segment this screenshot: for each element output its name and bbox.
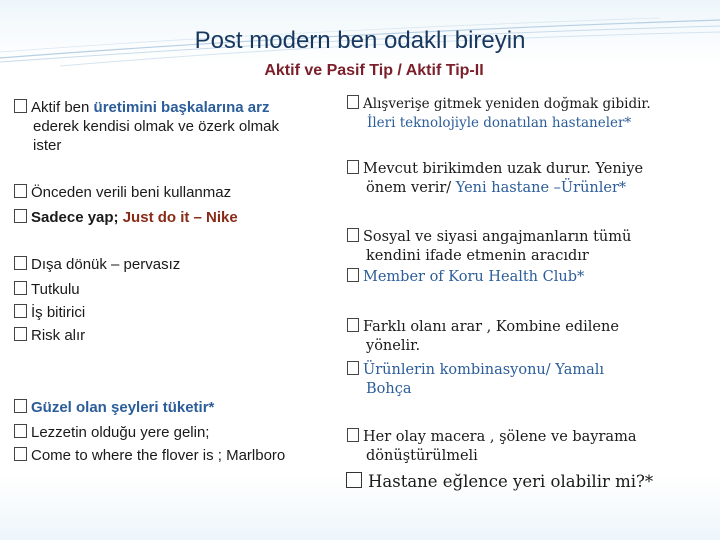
checkbox-bullet-icon (347, 268, 359, 282)
bullet-come-to-flavor-tr: Lezzetin olduğu yere gelin; (14, 423, 209, 442)
checkbox-bullet-icon (347, 160, 359, 174)
checkbox-bullet-icon (14, 281, 27, 295)
checkbox-bullet-icon (14, 256, 27, 270)
bullet-risk-taker: Risk alır (14, 326, 85, 345)
bullet-new-things: Mevcut birikimden uzak durur. Yeniye önem verir/ Yeni hastane –Ürünler* (347, 160, 643, 198)
checkbox-bullet-icon (14, 424, 27, 438)
bullet-achiever: İş bitirici (14, 303, 85, 322)
checkbox-bullet-icon (347, 361, 359, 375)
checkbox-bullet-icon (14, 209, 27, 223)
checkbox-bullet-icon (14, 447, 27, 461)
checkbox-bullet-icon (14, 184, 27, 198)
bullet-outward: Dışa dönük – pervasız (14, 255, 180, 274)
bullet-prior-self: Önceden verili beni kullanmaz (14, 183, 231, 202)
bullet-adventure: Her olay macera , şölene ve bayrama dönüştürülmeli (347, 428, 636, 466)
bullet-koru-club: Member of Koru Health Club* (347, 268, 584, 287)
bullet-shopping-rebirth: Alışverişe gitmek yeniden doğmak gibidir. İleri teknolojiyle donatılan hastaneler* (347, 95, 651, 133)
checkbox-bullet-icon (347, 95, 359, 109)
bullet-social-engagement: Sosyal ve siyasi angajmanların tümü kendini ifade etmenin aracıdır (347, 228, 631, 266)
checkbox-bullet-icon (346, 472, 362, 488)
checkbox-bullet-icon (14, 327, 27, 341)
checkbox-bullet-icon (347, 318, 359, 332)
slide-title: Post modern ben odaklı bireyin (194, 27, 526, 54)
checkbox-bullet-icon (14, 99, 27, 113)
bullet-consumes-beauty: Güzel olan şeyleri tüketir* (14, 398, 214, 417)
checkbox-bullet-icon (347, 228, 359, 242)
closing-question: Hastane eğlence yeri olabilir mi?* (346, 472, 653, 491)
checkbox-bullet-icon (14, 304, 27, 318)
checkbox-bullet-icon (347, 428, 359, 442)
bullet-passionate: Tutkulu (14, 280, 80, 299)
bullet-marlboro: Come to where the flover is ; Marlboro (14, 446, 285, 465)
bullet-seeks-different: Farklı olanı arar , Kombine edilene yönelir. (347, 318, 619, 356)
bullet-just-do-it: Sadece yap; Just do it – Nike (14, 208, 238, 227)
slide-subtitle: Aktif ve Pasif Tip / Aktif Tip-II (264, 62, 484, 79)
bullet-product-combination: Ürünlerin kombinasyonu/ Yamalı Bohça (347, 361, 604, 399)
checkbox-bullet-icon (14, 399, 27, 413)
bullet-active-self: Aktif ben üretimini başkalarına arz ederek kendisi olmak ve özerk olmak ister (14, 98, 344, 155)
